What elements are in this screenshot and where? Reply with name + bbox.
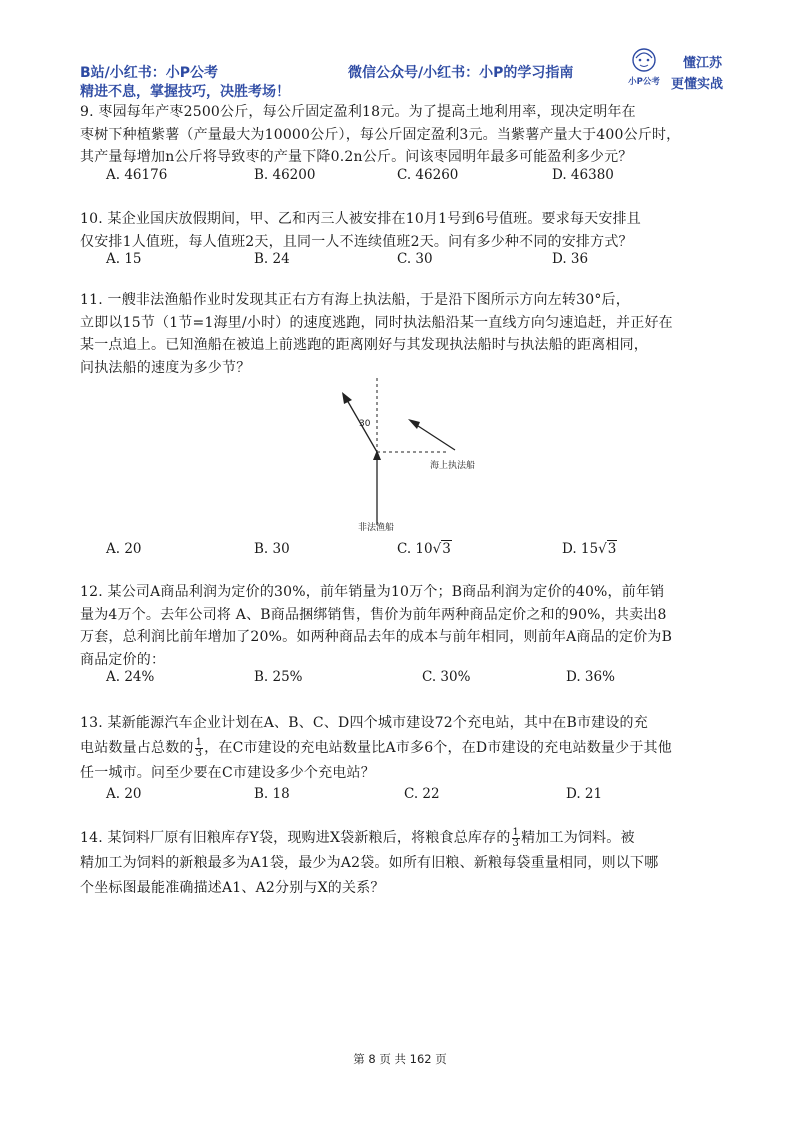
options-12	[106, 669, 706, 689]
brand-line-2: 更懂实战	[671, 77, 724, 92]
question-line: 13. 某新能源汽车企业计划在A、B、C、D四个城市建设72个充电站，其中在B市建设的充	[80, 715, 648, 731]
option-b: B. 18	[254, 786, 290, 802]
option-d: D. 15√3	[562, 541, 617, 557]
option-c: C. 30%	[422, 669, 471, 685]
question-line: 问执法船的速度为多少节？	[80, 359, 251, 376]
logo-text: 小P公考	[628, 77, 660, 87]
options-9	[106, 167, 706, 187]
option-c: C. 30	[397, 251, 433, 267]
option-b: B. 30	[254, 541, 290, 557]
question-10	[80, 208, 720, 253]
question-line: 万套，总利润比前年增加了20%。如两种商品去年的成本与前年相同，则前年A商品的定价为B	[80, 629, 673, 645]
question-line: 12. 某公司A商品利润为定价的30%，前年销量为10万个；B商品利润为定价的40%，前年销	[80, 584, 665, 600]
radical: 3	[607, 541, 617, 557]
question-line: 立即以15节（1节=1海里/小时）的速度逃跑，同时执法船沿某一直线方向匀速追赶，并正好在	[80, 314, 673, 331]
option-a: A. 20	[106, 786, 142, 802]
option-b: B. 25%	[254, 669, 303, 685]
option-d: D. 36	[552, 251, 589, 267]
header-channel-left: B站/小红书：小P公考	[80, 65, 219, 81]
brand-line-1: 懂江苏	[683, 56, 723, 71]
option-c: C. 10√3	[397, 541, 451, 557]
header-slogan: 精进不息，掌握技巧，决胜考场！	[80, 84, 290, 100]
ship-arrowhead	[408, 419, 420, 429]
question-line: 任一城市。问至少要在C市建设多少个充电站？	[80, 765, 375, 781]
options-13	[106, 786, 706, 806]
escape-diagram	[320, 370, 540, 535]
question-line: 某一点追上。已知渔船在被追上前逃跑的距离刚好与其发现执法船时与执法船的距离相同，	[80, 337, 648, 353]
option-c: C. 46260	[397, 167, 459, 183]
question-14	[80, 826, 720, 901]
question-line: 其产量每增加n公斤将导致枣的产量下降0.2n公斤。问该枣园明年最多可能盈利多少元？	[80, 149, 633, 165]
option-b: B. 46200	[254, 167, 316, 183]
option-a: A. 15	[106, 251, 142, 267]
question-line: 仅安排1人值班，每人值班2天，且同一人不连续值班2天。问有多少种不同的安排方式？	[80, 233, 633, 250]
brand-logo	[622, 44, 666, 88]
question-line: 商品定价的：	[80, 651, 166, 668]
boat-label: 非法渔船	[358, 523, 395, 533]
ship-path-line	[415, 424, 455, 450]
question-line: 量为4万个。去年公司将 A、B商品捆绑销售，售价为前年两种商品定价之和的90%，共卖出8	[80, 606, 667, 623]
question-line: 10. 某企业国庆放假期间，甲、乙和丙三人被安排在10月1号到6号值班。要求每天安排且	[80, 211, 641, 227]
option-d: D. 36%	[566, 669, 615, 685]
question-line: 11. 一艘非法渔船作业时发现其正右方有海上执法船，于是沿下图所示方向左转30°后，	[80, 292, 630, 308]
options-10	[106, 251, 706, 271]
question-12	[80, 581, 720, 671]
option-b: B. 24	[254, 251, 290, 267]
option-a: A. 46176	[106, 167, 168, 183]
question-line: 14. 某饲料厂原有旧粮库存Y袋，现购进X袋新粮后，将粮食总库存的 $\frac{1}{3}$ 精加工为饲料。被	[80, 826, 635, 849]
radical: 3	[442, 541, 451, 557]
page-number: 第 8 页 共 162 页	[353, 1052, 447, 1066]
question-line: 电站数量占总数的 $\frac{1}{3}$ ，在C市建设的充电站数量比A市多6个，在D市建设的充电站数量少于其他	[80, 736, 672, 759]
question-9	[80, 101, 720, 169]
escape-arrowhead	[342, 392, 352, 404]
angle-label: 30	[359, 419, 371, 429]
header-channel-right: 微信公众号/小红书：小P的学习指南	[348, 65, 574, 81]
fraction: $\frac{1}{3}$	[512, 826, 520, 849]
option-d: D. 21	[566, 786, 603, 802]
question-line: 9. 枣园每年产枣2500公斤，每公斤固定盈利18元。为了提高土地利用率，现决定明年在	[80, 104, 636, 120]
question-line: 枣树下种植紫薯（产量最大为10000公斤），每公斤固定盈利3元。当紫薯产量大于400公斤时，	[80, 126, 681, 143]
option-c: C. 22	[404, 786, 440, 802]
question-13	[80, 711, 720, 786]
ship-label: 海上执法船	[430, 461, 476, 471]
question-line: 精加工为饲料的新粮最多为A1袋，最少为A2袋。如所有旧粮、新粮每袋重量相同，则以下哪	[80, 855, 659, 871]
options-11	[106, 541, 706, 561]
option-a: A. 20	[106, 541, 142, 557]
fraction: $\frac{1}{3}$	[195, 736, 203, 759]
option-a: A. 24%	[106, 669, 155, 685]
option-d: D. 46380	[552, 167, 614, 183]
question-line: 个坐标图最能准确描述A1、A2分别与X的关系？	[80, 880, 385, 896]
question-11	[80, 289, 720, 379]
